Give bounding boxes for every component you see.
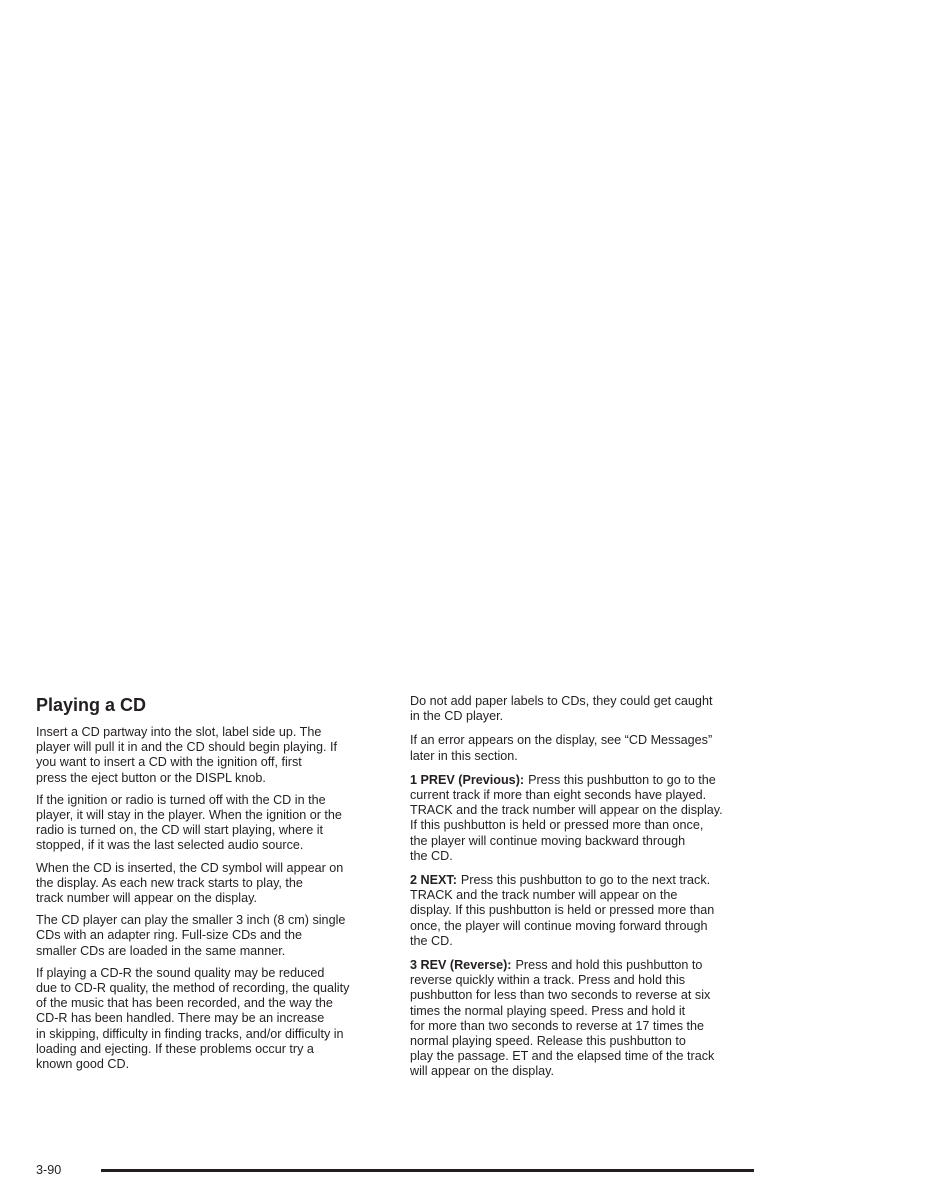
paragraph-ignition-off: If the ignition or radio is turned off with the CD in the player, it will stay in the player. When the ignition or the radio is turned on, the CD will start playing, where it stopped, if it was the last selected audio source. (36, 792, 342, 853)
left-column (36, 694, 384, 1079)
item-next-term: 2 NEXT: (410, 873, 457, 888)
paragraph-cd-r: If playing a CD-R the sound quality may be reduced due to CD-R quality, the method of recording, the quality of the music that has been recorded, and the way the CD-R has been handled. There may be an increase in skipping, difficulty in finding tracks, and/or difficulty in loading and ejecting. If these problems occur try a known good CD. (36, 965, 350, 1072)
paragraph-cd-symbol: When the CD is inserted, the CD symbol will appear on the display. As each new track starts to play, the track number will appear on the display. (36, 860, 344, 906)
item-next-text: Press this pushbutton to go to the next track. TRACK and the track number will appear on the display. If this pushbutton is held or pressed more than once, the player will continue moving forward through the CD. (410, 873, 715, 948)
item-prev-term: 1 PREV (Previous): (410, 772, 525, 787)
section-title: Playing a CD (36, 695, 147, 715)
paragraph-insert-cd: Insert a CD partway into the slot, label side up. The player will pull it in and the CD should begin playing. If you want to insert a CD with the ignition off, first press the eject button or the DISPL knob. (36, 725, 338, 785)
item-rev (410, 958, 760, 1080)
item-next (410, 873, 760, 949)
page-number: 3-90 (36, 1163, 62, 1177)
item-rev-text: Press and hold this pushbutton to reverse quickly within a track. Press and hold this pushbutton for less than two seconds to reverse at six times the normal playing speed. Press and hold it for more than two seconds to reverse at 17 times the normal playing speed. Release this pushbutton to play the passage. ET and the elapsed time of the track will appear on the display. (410, 958, 715, 1079)
paragraph-paper-labels: Do not add paper labels to CDs, they could get caught in the CD player. (410, 694, 713, 724)
paragraph-small-cds: The CD player can play the smaller 3 inch (8 cm) single CDs with an adapter ring. Full-size CDs and the smaller CDs are loaded in the same manner. (36, 913, 346, 958)
item-rev-term: 3 REV (Reverse): (410, 958, 512, 973)
paragraph-error-messages: If an error appears on the display, see “CD Messages” later in this section. (410, 733, 713, 763)
item-prev (410, 773, 760, 864)
footer-divider (101, 1169, 754, 1172)
item-prev-text: Press this pushbutton to go to the current track if more than eight seconds have played. TRACK and the track number will appear on the display. If this pushbutton is held or pressed more than once, the player will continue moving backward through the CD. (410, 772, 723, 863)
right-column (410, 694, 760, 1089)
